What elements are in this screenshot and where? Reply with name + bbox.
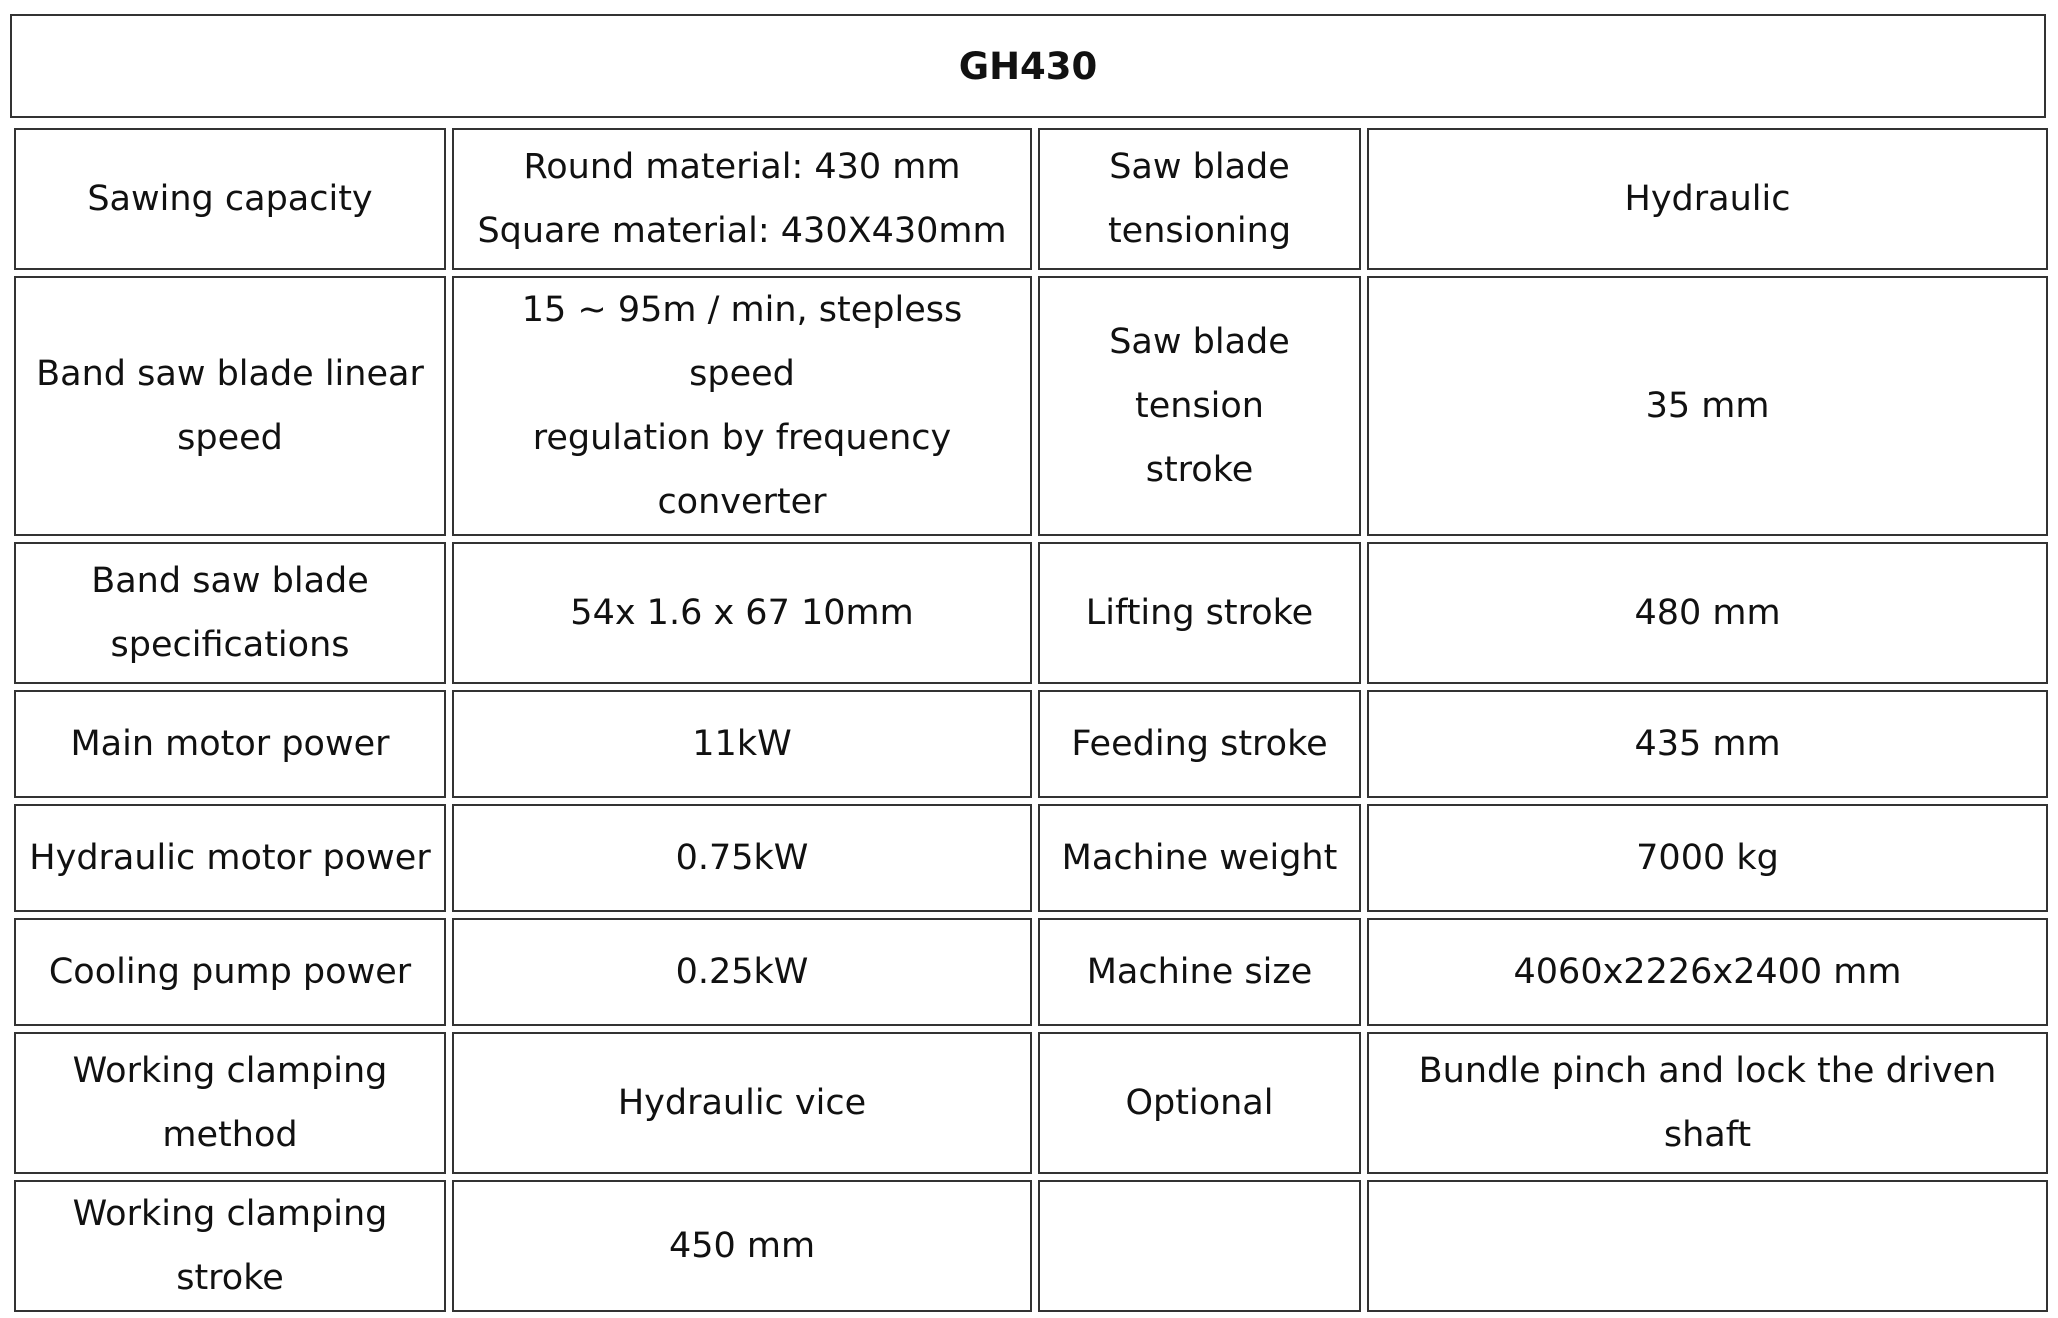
spec-value-cell: 35 mm [1367,276,2048,536]
spec-value-cell: 450 mm [452,1180,1032,1312]
spec-label-cell: Saw blade tensioning [1038,128,1361,270]
spec-label-cell: Lifting stroke [1038,542,1361,684]
spec-value-cell: 0.25kW [452,918,1032,1026]
spec-value-cell: 15 ~ 95m / min, stepless speed regulation by frequency converter [452,276,1032,536]
spec-value-cell: 4060x2226x2400 mm [1367,918,2048,1026]
spec-label-cell: Machine size [1038,918,1361,1026]
spec-table [8,122,2054,1318]
spec-label-cell: Cooling pump power [14,918,446,1026]
spec-label-cell: Sawing capacity [14,128,446,270]
spec-label-cell: Working clamping method [14,1032,446,1174]
spec-value-cell: 11kW [452,690,1032,798]
table-row [14,542,2048,684]
spec-value-cell: Round material: 430 mm Square material: 430X430mm [452,128,1032,270]
spec-value-cell: Hydraulic [1367,128,2048,270]
spec-label-cell: Saw blade tension stroke [1038,276,1361,536]
spec-value-cell: 0.75kW [452,804,1032,912]
table-row [14,918,2048,1026]
table-title: GH430 [10,14,2046,118]
spec-value-cell: 54x 1.6 x 67 10mm [452,542,1032,684]
spec-label-cell: Machine weight [1038,804,1361,912]
spec-label-cell: Hydraulic motor power [14,804,446,912]
spec-label-cell: Main motor power [14,690,446,798]
spec-value-cell: 7000 kg [1367,804,2048,912]
table-row [14,1032,2048,1174]
table-row [14,690,2048,798]
spec-value-cell: 480 mm [1367,542,2048,684]
table-row [14,804,2048,912]
spec-label-cell: Band saw blade specifications [14,542,446,684]
spec-label-cell: Feeding stroke [1038,690,1361,798]
spec-label-cell: Band saw blade linear speed [14,276,446,536]
spec-empty-cell [1367,1180,2048,1312]
spec-value-cell: 435 mm [1367,690,2048,798]
table-row [14,276,2048,536]
spec-value-cell: Bundle pinch and lock the driven shaft [1367,1032,2048,1174]
spec-label-cell: Optional [1038,1032,1361,1174]
spec-value-cell: Hydraulic vice [452,1032,1032,1174]
spec-empty-cell [1038,1180,1361,1312]
spec-label-cell: Working clamping stroke [14,1180,446,1312]
table-row [14,128,2048,270]
table-row [14,1180,2048,1312]
